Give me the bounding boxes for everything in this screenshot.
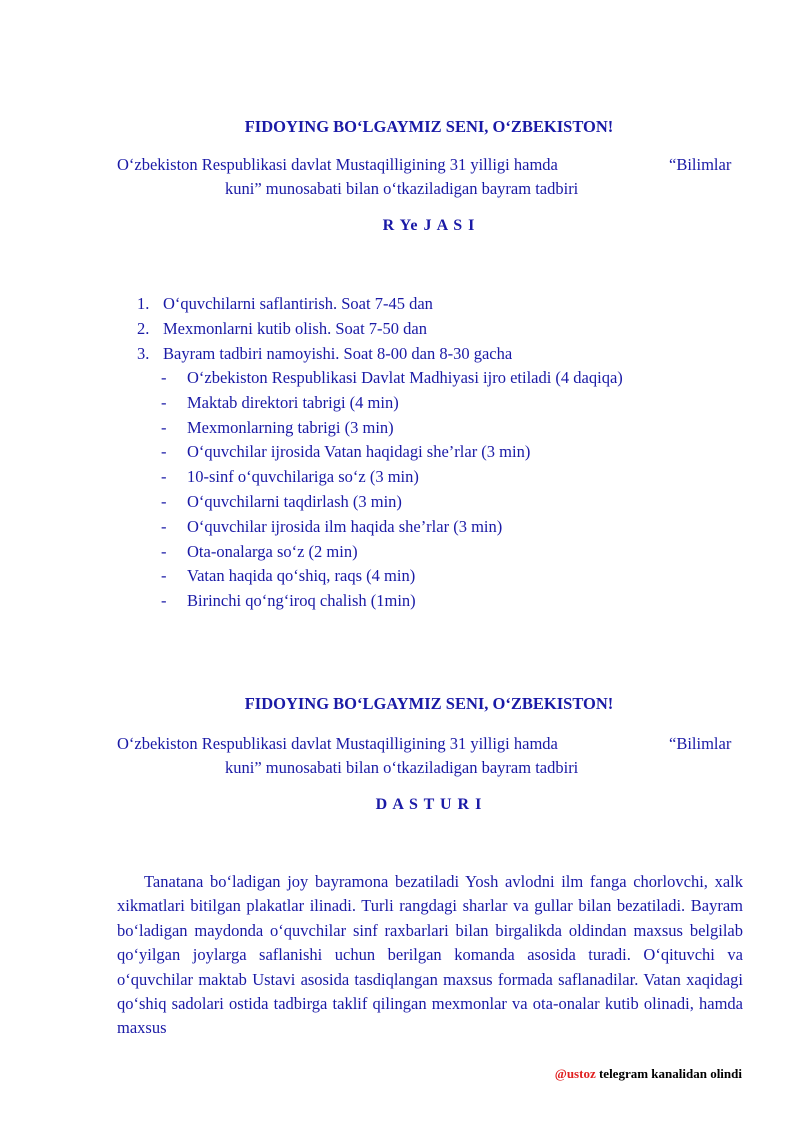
program-paragraph: Tanatana bo‘ladigan joy bayramona bezatiladi Yosh avlodni ilm fanga chorlovchi, xalk xikmatlari bitilgan plakatlar ilinadi. Turli rangdagi sharlar va gullar bilan bezatiladi. Bayram bo‘ladigan maydonda o‘quvchilar sinf raxbarlari bilan birgalikda oldindan maxsus belgilab qo‘yilgan joylarga saflanishi uchun berilgan komanda asosida turadi. O‘qituvchi va o‘quvchilar maktab Ustavi asosida tasdiqlangan maxsus formada saflanadilar. Vatan xaqidagi qo‘shiq sadolari ostida tadbirga taklif qilingan mexmonlar va ota-onalar kutib olinadi, hamda maxsus [117, 872, 743, 1038]
section2-subtitle-line1-left: O‘zbekiston Respublikasi davlat Mustaqilligining 31 yilligi hamda [117, 734, 558, 753]
section2-heading: D A S T U R I [375, 796, 483, 813]
section1-subtitle-line1-right: “Bilimlar [669, 155, 732, 174]
list-item: 1. O‘quvchilarni saflantirish. Soat 7-45 dan [137, 294, 433, 313]
dash-bullet: - [161, 392, 167, 412]
list-item: - Maktab direktori tabrigi (4 min) [117, 391, 623, 416]
dash-bullet: - [161, 566, 167, 586]
list-item: - 10-sinf o‘quvchilariga so‘z (3 min) [117, 465, 623, 490]
list-item: - O‘quvchilarni taqdirlash (3 min) [117, 490, 623, 515]
dash-bullet: - [161, 591, 167, 611]
list-item: - Vatan haqida qo‘shiq, raqs (4 min) [117, 564, 623, 589]
footer-text: telegram kanalidan olindi [595, 1066, 742, 1081]
dash-bullet: - [161, 491, 167, 511]
list-item: - Mexmonlarning tabrigi (3 min) [117, 416, 623, 441]
list-item: - Birinchi qo‘ng‘iroq chalish (1min) [117, 589, 623, 614]
dash-bullet: - [161, 541, 167, 561]
section2-title: FIDOYING BO‘LGAYMIZ SENI, O‘ZBEKISTON! [244, 694, 614, 713]
list-item: 2. Mexmonlarni kutib olish. Soat 7-50 dan [137, 319, 427, 338]
dash-bullet: - [161, 442, 167, 462]
list-item: - Ota-onalarga so‘z (2 min) [117, 540, 623, 565]
section1-subtitle-line2: kuni” munosabati bilan o‘tkaziladigan bayram tadbiri [225, 179, 579, 198]
dash-bullet: - [161, 467, 167, 487]
dash-bullet: - [161, 368, 167, 387]
list-item: 3. Bayram tadbiri namoyishi. Soat 8-00 dan 8-30 gacha [137, 344, 513, 363]
section2-subtitle-line1-right: “Bilimlar [669, 734, 732, 753]
section1-subtitle-line1-left: O‘zbekiston Respublikasi davlat Mustaqilligining 31 yilligi hamda [117, 155, 558, 174]
section1-title: FIDOYING BO‘LGAYMIZ SENI, O‘ZBEKISTON! [244, 117, 614, 136]
list-item: - O‘quvchilar ijrosida ilm haqida she’rlar (3 min) [117, 515, 623, 540]
footer-credit [555, 1066, 742, 1082]
section1-heading: R Ye J A S I [382, 217, 476, 234]
list-item: - O‘quvchilar ijrosida Vatan haqidagi she’rlar (3 min) [117, 440, 623, 465]
telegram-handle: @ustoz [554, 1066, 596, 1081]
numbered-list [117, 291, 512, 366]
dash-bullet: - [161, 417, 167, 437]
program-sublist [117, 366, 623, 614]
section2-subtitle-line2: kuni” munosabati bilan o‘tkaziladigan bayram tadbiri [225, 758, 579, 777]
list-item: - O‘zbekiston Respublikasi Davlat Madhiyasi ijro etiladi (4 daqiqa) [117, 366, 623, 391]
dash-bullet: - [161, 516, 167, 536]
